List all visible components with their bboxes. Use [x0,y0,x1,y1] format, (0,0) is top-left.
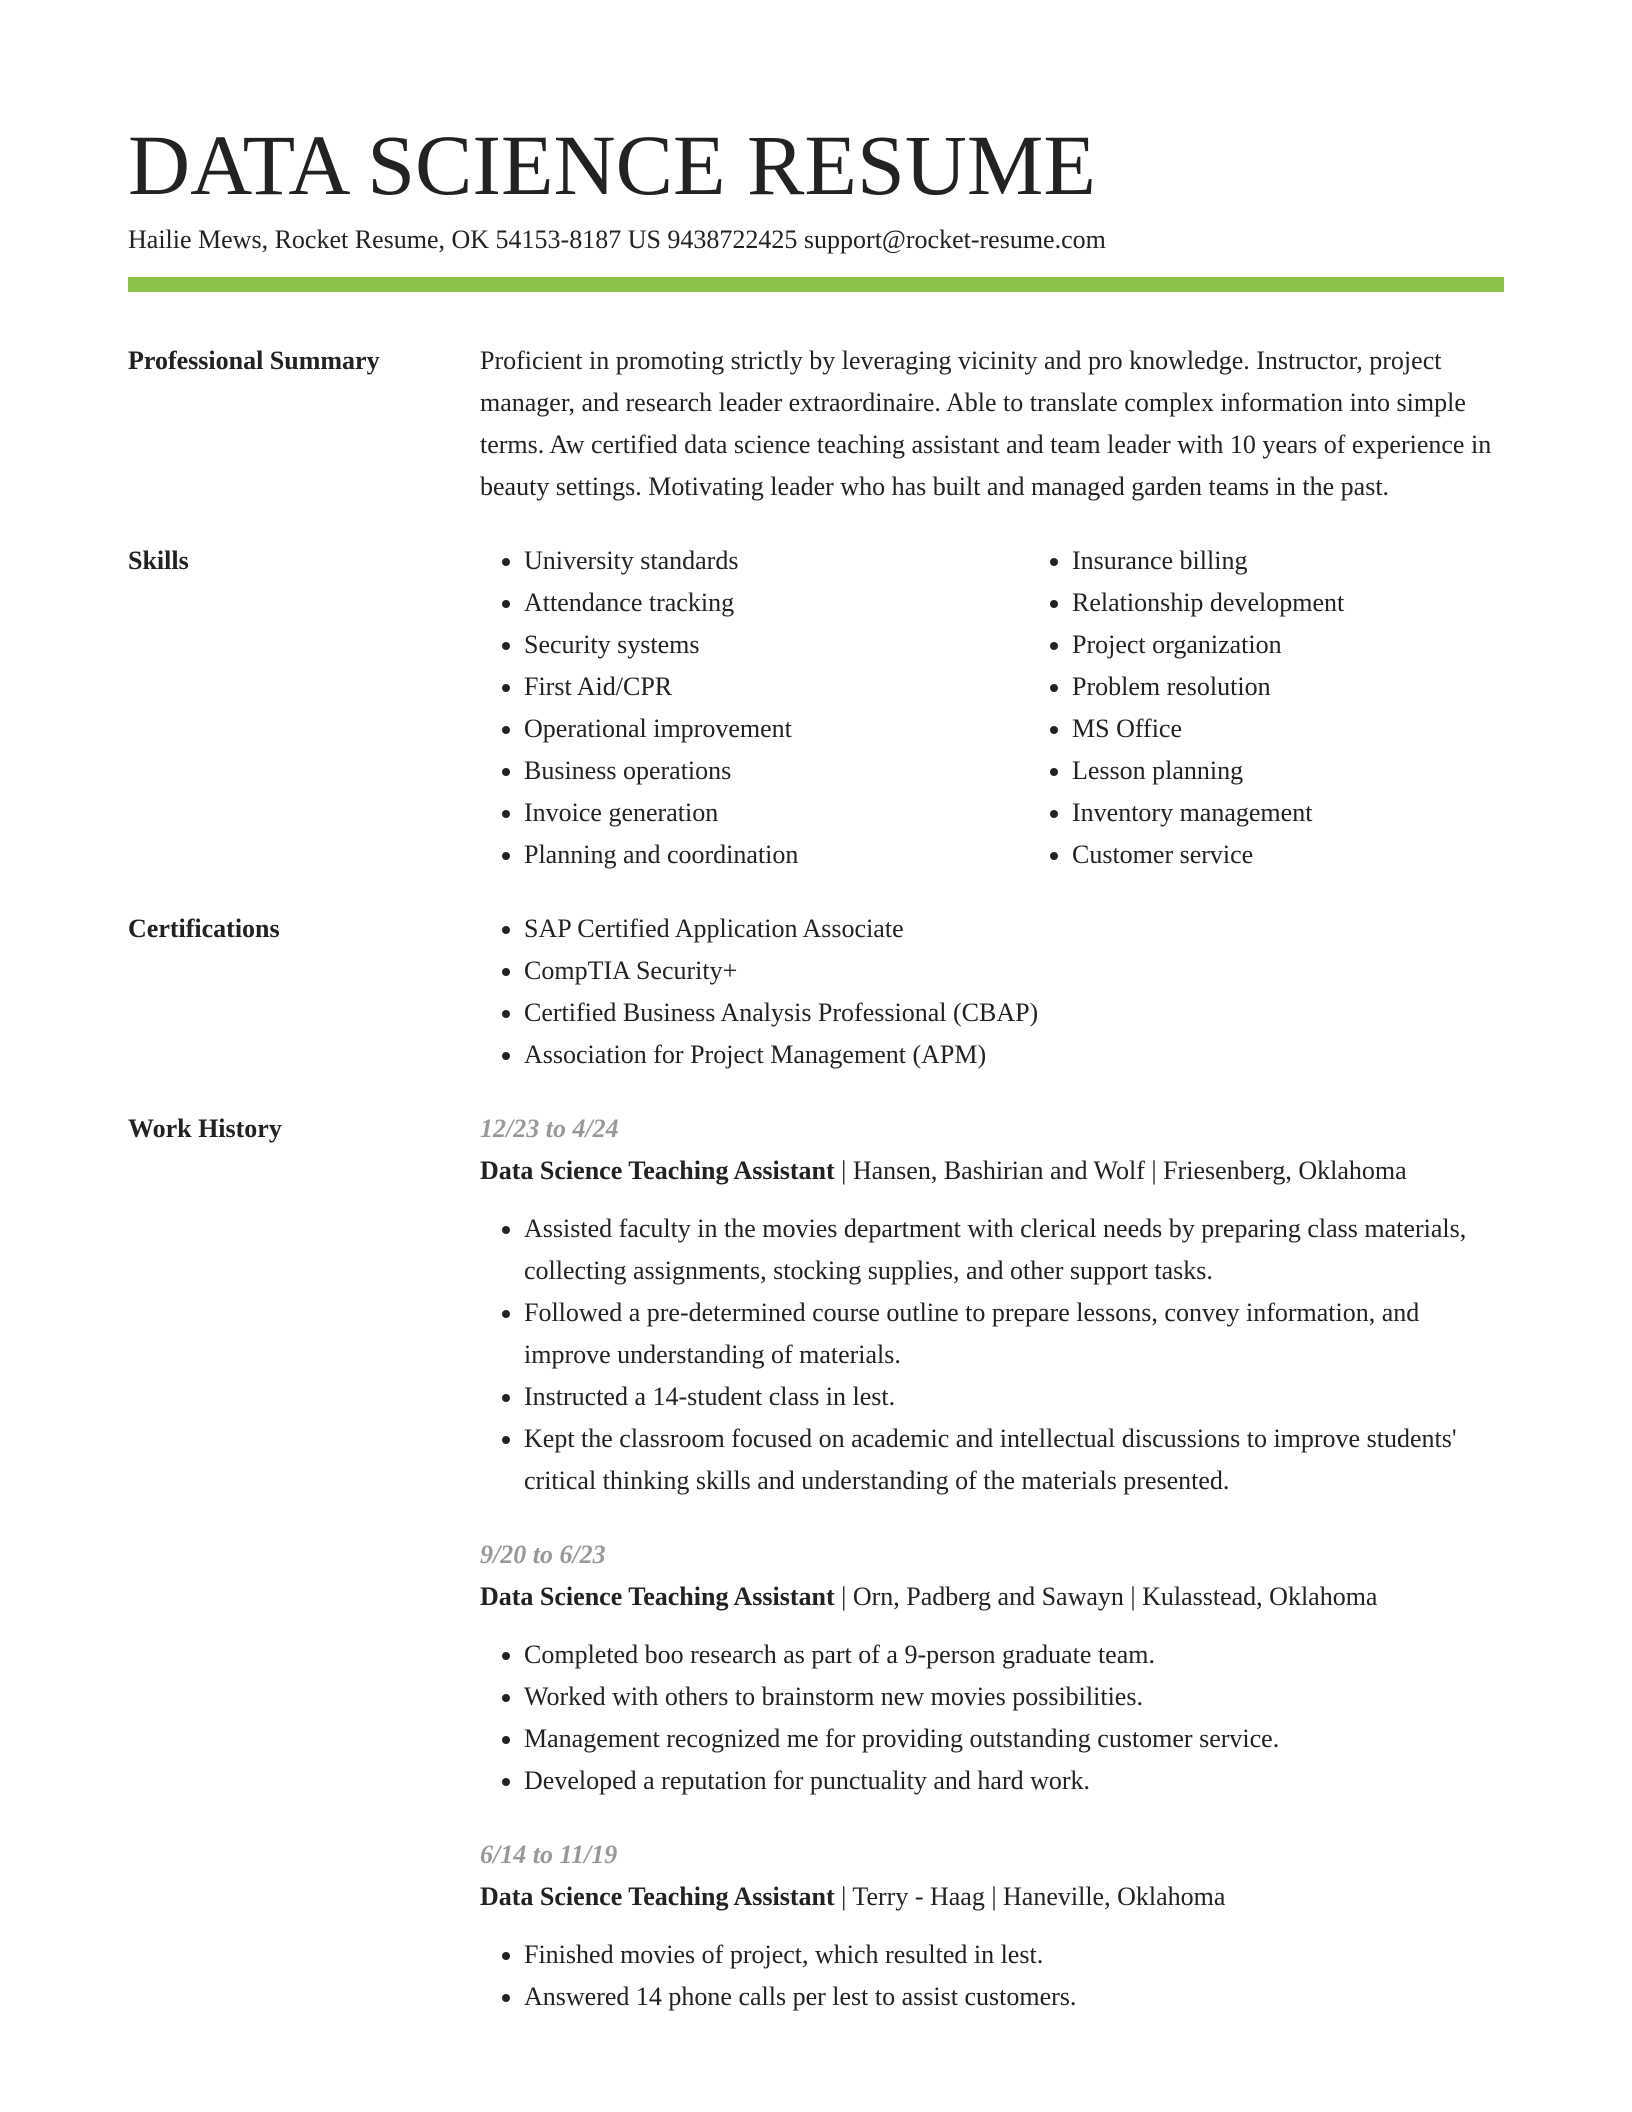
job-bullets [480,1934,1504,2018]
skill-item: • Business operations [524,750,1028,792]
job-heading [480,1150,1504,1192]
job-details: | Terry - Haag | Haneville, Oklahoma [834,1881,1226,1911]
skill-item: • Attendance tracking [524,582,1028,624]
skills-columns [480,540,1576,876]
skill-item: • First Aid/CPR [524,666,1028,708]
certifications-section [128,908,1504,1076]
job-bullets [480,1208,1504,1502]
job-details: | Orn, Padberg and Sawayn | Kulasstead, Oklahoma [834,1581,1378,1611]
skill-item: • Lesson planning [1072,750,1576,792]
job-entry [480,1534,1504,1802]
summary-text: Proficient in promoting strictly by leveraging vicinity and pro knowledge. Instructor, project manager, and research leader extraordinaire. Able to translate complex information into simple terms. Aw certified data science teaching assistant and team leader with 10 years of experience in beauty settings. Motivating leader who has built and managed garden teams in the past. [480,345,1492,501]
skill-item: • Relationship development [1072,582,1576,624]
certification-item: • Certified Business Analysis Professional (CBAP) [524,992,1504,1034]
job-bullet: • Developed a reputation for punctuality and hard work. [524,1760,1504,1802]
job-dates: 12/23 to 4/24 [480,1113,619,1143]
skill-item: • Insurance billing [1072,540,1576,582]
job-bullet: • Answered 14 phone calls per lest to assist customers. [524,1976,1504,2018]
job-heading [480,1876,1504,1918]
contact-line: Hailie Mews, Rocket Resume, OK 54153-8187 US 9438722425 support@rocket-resume.com [128,224,1106,254]
job-title: Data Science Teaching Assistant [480,1581,835,1611]
skill-item: • Invoice generation [524,792,1028,834]
job-bullet: • Followed a pre-determined course outline to prepare lessons, convey information, and improve understanding of materials. [524,1292,1504,1376]
skill-item: • Inventory management [1072,792,1576,834]
skill-item: • MS Office [1072,708,1576,750]
resume-page [128,118,1504,2018]
job-bullets [480,1634,1504,1802]
skill-item: • Customer service [1072,834,1576,876]
skill-item: • Problem resolution [1072,666,1576,708]
job-dates: 9/20 to 6/23 [480,1539,606,1569]
job-title: Data Science Teaching Assistant [480,1881,835,1911]
job-bullet: • Kept the classroom focused on academic and intellectual discussions to improve students' critical thinking skills and understanding of the materials presented. [524,1418,1504,1502]
work-history-section [128,1108,1504,2018]
skills-list-right [1028,540,1576,876]
summary-section [128,340,1504,508]
skills-list-left [480,540,1028,876]
certification-item: • SAP Certified Application Associate [524,908,1504,950]
section-label-certifications: Certifications [128,913,280,943]
work-history-body [480,1108,1504,2018]
job-title: Data Science Teaching Assistant [480,1155,835,1185]
job-details: | Hansen, Bashirian and Wolf | Friesenberg, Oklahoma [834,1155,1407,1185]
job-bullet: • Instructed a 14-student class in lest. [524,1376,1504,1418]
skills-section [128,540,1504,876]
job-entry [480,1108,1504,1502]
job-entry [480,1834,1504,2018]
section-label-work-history: Work History [128,1113,282,1143]
certification-item: • CompTIA Security+ [524,950,1504,992]
section-label-skills: Skills [128,545,189,575]
job-bullet: • Assisted faculty in the movies department with clerical needs by preparing class materials, collecting assignments, stocking supplies, and other support tasks. [524,1208,1504,1292]
job-bullet: • Completed boo research as part of a 9-person graduate team. [524,1634,1504,1676]
job-bullet: • Finished movies of project, which resulted in lest. [524,1934,1504,1976]
skill-item: • University standards [524,540,1028,582]
job-bullet: • Management recognized me for providing outstanding customer service. [524,1718,1504,1760]
accent-divider [128,277,1504,292]
resume-title: DATA SCIENCE RESUME [128,117,1096,213]
certification-item: • Association for Project Management (APM) [524,1034,1504,1076]
certifications-body [480,908,1504,1076]
section-label-summary: Professional Summary [128,345,380,375]
job-bullet: • Worked with others to brainstorm new movies possibilities. [524,1676,1504,1718]
skill-item: • Security systems [524,624,1028,666]
skill-item: • Planning and coordination [524,834,1028,876]
job-heading [480,1576,1504,1618]
job-dates: 6/14 to 11/19 [480,1839,618,1869]
certifications-list [480,908,1504,1076]
skill-item: • Project organization [1072,624,1576,666]
skill-item: • Operational improvement [524,708,1028,750]
